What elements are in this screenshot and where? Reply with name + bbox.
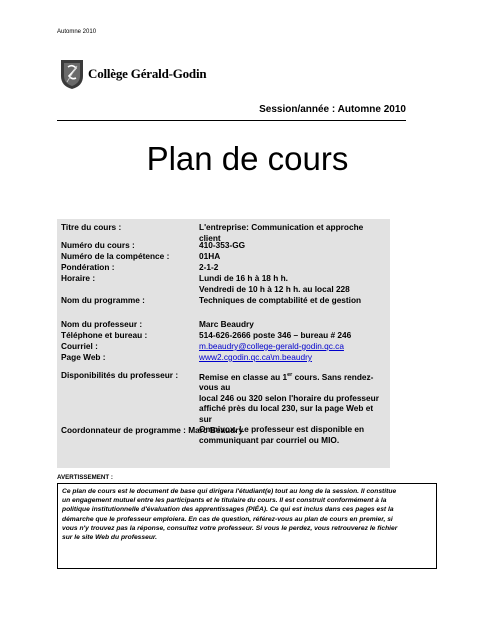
dispo-line-3: affiché près du local 230, sur la page Web et sur — [199, 403, 374, 424]
disponibilites-label: Disponibilités du professeur : — [61, 370, 179, 380]
web-label: Page Web : — [61, 352, 106, 362]
info-row-coordonnateur — [61, 425, 243, 436]
warning-line: sur le site Web du professeur. — [62, 534, 158, 542]
info-row-competence — [61, 251, 384, 262]
numero-value: 410-353-GG — [199, 240, 246, 250]
header-note: Automne 2010 — [57, 29, 97, 35]
courriel-label: Courriel : — [61, 341, 98, 351]
dispo-line-2: local 246 ou 320 selon l'horaire du professeur — [199, 392, 379, 403]
college-name: Collège Gérald-Godin — [88, 66, 207, 81]
info-row-ponderation — [61, 262, 384, 273]
info-row-courriel — [61, 341, 384, 352]
info-row-prof — [61, 319, 384, 330]
dispo-line-1-start: Remise en classe au 1 — [199, 371, 288, 382]
dispo-line-4: Omnivox. Le professeur est disponible en — [199, 424, 365, 435]
warning-line: un engagement mutuel entre les participants et le titulaire du cours. Il est construit conformément à la — [62, 497, 387, 505]
course-info-box — [57, 219, 390, 468]
telephone-value: 514-626-2666 poste 346 – bureau # 246 — [199, 330, 352, 340]
titre-value: L'entreprise: Communication et approche client — [199, 222, 364, 243]
warning-line: politique institutionnelle d'évaluation des apprentissages (PIÉA). Ce qui est inclus dans ces pages est la — [62, 506, 394, 514]
web-value — [199, 352, 384, 363]
dispo-line-1 — [199, 370, 384, 393]
dispo-line-1-end: cours. Sans rendez-vous au — [199, 371, 374, 393]
prof-label: Nom du professeur : — [61, 319, 143, 329]
dispo-line-5: communiquant par courriel ou MIO. — [199, 434, 340, 445]
page-title: Plan de cours — [146, 140, 349, 177]
college-crest-icon — [60, 58, 84, 90]
info-row-numero — [61, 240, 384, 251]
college-logo — [60, 58, 206, 90]
competence-label: Numéro de la compétence : — [61, 251, 170, 261]
ponderation-label: Pondération : — [61, 262, 115, 272]
competence-value: 01HA — [199, 251, 221, 261]
horaire-line-1: Lundi de 16 h à 18 h h. — [199, 273, 288, 283]
info-row-programme — [61, 295, 384, 306]
horaire-line-2: Vendredi de 10 h à 12 h h. au local 228 — [199, 283, 350, 294]
info-row-horaire — [61, 273, 384, 294]
courriel-value — [199, 341, 384, 352]
warning-line: Ce plan de cours est le document de base qui dirigera l'étudiant(e) tout au long de la session. Il constitue — [62, 488, 397, 495]
session-divider — [57, 120, 406, 121]
programme-label: Nom du programme : — [61, 295, 145, 305]
horaire-value — [199, 273, 384, 294]
telephone-label: Téléphone et bureau : — [61, 330, 148, 340]
horaire-label: Horaire : — [61, 273, 96, 283]
coordonnateur-text: Coordonnateur de programme : Marc Beaudry — [61, 425, 244, 435]
info-row-web — [61, 352, 384, 363]
session-year: Session/année : Automne 2010 — [259, 104, 406, 115]
programme-value: Techniques de comptabilité et de gestion — [199, 295, 362, 305]
prof-value: Marc Beaudry — [199, 319, 254, 329]
email-link[interactable]: m.beaudry@college-gerald-godin.qc.ca — [199, 341, 344, 351]
warning-box — [57, 483, 437, 569]
numero-label: Numéro du cours : — [61, 240, 135, 250]
warning-line: vous n'y trouvez pas la réponse, consultez votre professeur. Si vous le perdez, vous retrouverez le fichier — [62, 524, 398, 532]
dispo-line-1-sup: er — [287, 372, 293, 378]
titre-label: Titre du cours : — [61, 222, 122, 232]
info-row-telephone — [61, 330, 384, 341]
warning-title: AVERTISSEMENT : — [57, 474, 113, 481]
warning-line: démarche que le professeur emploiera. En cas de question, référez-vous au plan de cours en premier, si — [62, 515, 393, 523]
ponderation-value: 2-1-2 — [199, 262, 219, 272]
web-link[interactable]: www2.cgodin.qc.ca\m.beaudry — [199, 352, 312, 362]
